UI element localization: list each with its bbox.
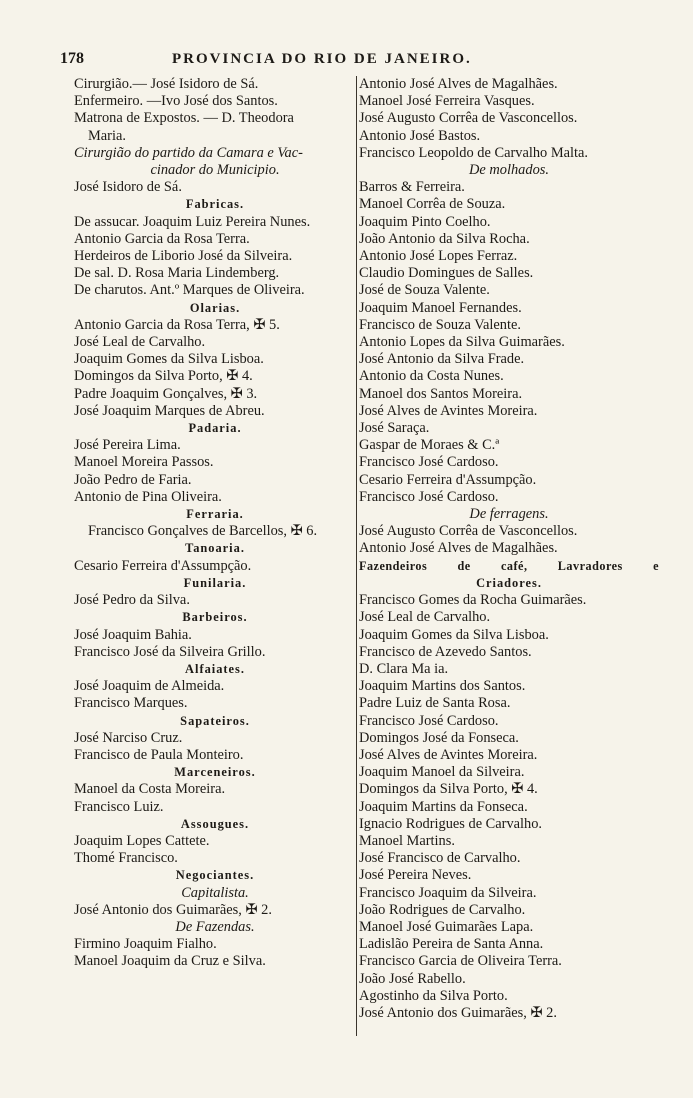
list-entry: Cesario Ferreira d'Assumpção.: [359, 471, 537, 488]
section-heading: De Fazendas.: [175, 918, 255, 935]
section-heading: Padaria.: [188, 421, 242, 436]
section-heading: Fazendeiros de café, Lavradores e: [359, 558, 659, 573]
list-entry: Joaquim Lopes Cattete.: [74, 832, 210, 849]
section-heading: Negociantes.: [175, 868, 255, 883]
list-entry: Francisco de Azevedo Santos.: [359, 643, 532, 660]
list-entry: Francisco José Cardoso.: [359, 454, 499, 471]
section-heading: Ferraria.: [186, 507, 244, 522]
list-entry: Antonio José Lopes Ferraz.: [359, 248, 518, 265]
list-entry: Joaquim Gomes da Silva Lisboa.: [74, 351, 264, 368]
list-entry: Francisco José Cardoso.: [359, 488, 499, 505]
section-heading: Sapateiros.: [180, 713, 250, 728]
list-entry: José Antonio dos Guimarães, ✠ 2.: [359, 1004, 557, 1021]
list-entry: João Antonio da Silva Rocha.: [359, 230, 530, 247]
list-entry: Joaquim Gomes da Silva Lisboa.: [359, 626, 549, 643]
list-entry: Antonio Garcia da Rosa Terra.: [74, 230, 250, 247]
page-header: [60, 50, 660, 72]
list-entry: José Saraça.: [359, 420, 430, 437]
list-entry: Joaquim Pinto Coelho.: [359, 213, 491, 230]
list-entry: Antonio Garcia da Rosa Terra, ✠ 5.: [74, 316, 280, 333]
running-title: PROVINCIA DO RIO DE JANEIRO.: [172, 51, 472, 67]
list-entry: Francisco José da Silveira Grillo.: [74, 643, 266, 660]
list-entry: Francisco de Paula Monteiro.: [74, 746, 244, 763]
list-entry: José Narciso Cruz.: [74, 729, 183, 746]
list-entry: José Pedro da Silva.: [74, 592, 190, 609]
list-entry: Ignacio Rodrigues de Carvalho.: [359, 815, 543, 832]
list-entry: Cirurgião do partido da Camara e Vac-: [74, 144, 303, 161]
list-entry: Domingos da Silva Porto, ✠ 4.: [74, 368, 253, 385]
list-entry: Antonio José Alves de Magalhães.: [359, 540, 558, 557]
list-entry: José Alves de Avintes Moreira.: [359, 746, 538, 763]
list-entry: Firmino Joaquim Fialho.: [74, 936, 217, 953]
list-entry: Joaquim Manoel da Silveira.: [359, 764, 525, 781]
list-entry: D. Clara Ma ia.: [359, 660, 449, 677]
section-heading: Capitalista.: [181, 884, 249, 901]
list-entry: José Francisco de Carvalho.: [359, 850, 521, 867]
section-heading: Olarias.: [189, 300, 241, 315]
list-entry: Thomé Francisco.: [74, 850, 178, 867]
list-entry: Antonio Lopes da Silva Guimarães.: [359, 334, 565, 351]
list-entry: Cesario Ferreira d'Assumpção.: [74, 557, 252, 574]
list-entry: Francisco Joaquim da Silveira.: [359, 884, 537, 901]
list-entry: De charutos. Ant.º Marques de Oliveira.: [74, 282, 305, 299]
list-entry: Antonio de Pina Oliveira.: [74, 488, 222, 505]
list-entry: Manoel Moreira Passos.: [74, 454, 214, 471]
section-heading: De molhados.: [469, 162, 549, 179]
section-heading: Tanoaria.: [185, 541, 245, 556]
list-entry: Manoel Joaquim da Cruz e Silva.: [74, 953, 266, 970]
section-heading: De ferragens.: [469, 506, 549, 523]
list-entry: Gaspar de Moraes & C.ª: [359, 437, 500, 454]
list-entry: José Pereira Lima.: [74, 437, 181, 454]
list-entry: Francisco de Souza Valente.: [359, 316, 521, 333]
list-entry: José Joaquim de Almeida.: [74, 678, 225, 695]
list-entry: Cirurgião.— José Isidoro de Sá.: [74, 76, 259, 92]
list-entry: Agostinho da Silva Porto.: [359, 987, 508, 1004]
section-heading: Funilaria.: [183, 575, 247, 590]
list-entry: Manoel José Ferreira Vasques.: [359, 93, 535, 110]
section-heading: Alfaiates.: [185, 661, 245, 676]
list-entry: José Augusto Corrêa de Vasconcellos.: [359, 523, 578, 540]
page-number: 178: [60, 50, 84, 67]
list-entry: Francisco Leopoldo de Carvalho Malta.: [359, 144, 588, 161]
list-entry: Padre Joaquim Gonçalves, ✠ 3.: [74, 385, 258, 402]
section-heading: Assougues.: [180, 816, 250, 831]
column-divider: [356, 76, 357, 1036]
list-entry: João Pedro de Faria.: [74, 471, 192, 488]
list-entry: José Joaquim Marques de Abreu.: [74, 402, 265, 419]
list-entry: Domingos José da Fonseca.: [359, 729, 519, 746]
list-entry: José de Souza Valente.: [359, 282, 490, 299]
list-entry: Manoel José Guimarães Lapa.: [359, 918, 534, 935]
list-entry: Antonio José Alves de Magalhães.: [359, 76, 558, 92]
list-entry: José Alves de Avintes Moreira.: [359, 402, 538, 419]
list-entry: José Leal de Carvalho.: [74, 334, 206, 351]
list-entry: Enfermeiro. —Ivo José dos Santos.: [74, 93, 278, 110]
list-entry: De sal. D. Rosa Maria Lindemberg.: [74, 265, 280, 282]
section-heading: Marceneiros.: [174, 765, 256, 780]
section-heading: Barbeiros.: [182, 610, 248, 625]
list-entry: Joaquim Martins da Fonseca.: [359, 798, 528, 815]
list-entry: Claudio Domingues de Salles.: [359, 265, 534, 282]
list-entry: Manoel Martins.: [359, 832, 455, 849]
section-heading: Criadores.: [476, 575, 542, 590]
right-column: [359, 76, 659, 1022]
left-column: [74, 76, 356, 971]
list-entry: José Leal de Carvalho.: [359, 609, 491, 626]
list-entry: Francisco José Cardoso.: [359, 712, 499, 729]
list-entry: Ladislão Pereira de Santa Anna.: [359, 936, 544, 953]
list-entry: José Isidoro de Sá.: [74, 179, 182, 196]
list-entry: José Antonio dos Guimarães, ✠ 2.: [74, 901, 272, 918]
list-entry: José Pereira Neves.: [359, 867, 472, 884]
list-entry: José Augusto Corrêa de Vasconcellos.: [359, 110, 578, 127]
list-entry: Barros & Ferreira.: [359, 179, 465, 196]
list-entry: Padre Luiz de Santa Rosa.: [359, 695, 511, 712]
list-entry: João Rodrigues de Carvalho.: [359, 901, 526, 918]
list-entry: Antonio José Bastos.: [359, 127, 481, 144]
list-entry: Domingos da Silva Porto, ✠ 4.: [359, 781, 538, 798]
list-entry: Manoel da Costa Moreira.: [74, 781, 226, 798]
list-entry: Maria.: [88, 127, 126, 144]
section-heading: cinador do Municipio.: [150, 162, 280, 179]
list-entry: Francisco Gonçalves de Barcellos, ✠ 6.: [88, 523, 318, 540]
list-entry: José Antonio da Silva Frade.: [359, 351, 525, 368]
list-entry: Francisco Gomes da Rocha Guimarães.: [359, 592, 587, 609]
list-entry: De assucar. Joaquim Luiz Pereira Nunes.: [74, 213, 311, 230]
list-entry: Manoel dos Santos Moreira.: [359, 385, 523, 402]
list-entry: Antonio da Costa Nunes.: [359, 368, 504, 385]
list-entry: Francisco Marques.: [74, 695, 188, 712]
list-entry: Herdeiros de Liborio José da Silveira.: [74, 248, 293, 265]
list-entry: Francisco Garcia de Oliveira Terra.: [359, 953, 562, 970]
list-entry: Joaquim Martins dos Santos.: [359, 678, 526, 695]
list-entry: Joaquim Manoel Fernandes.: [359, 299, 522, 316]
section-heading: Fabricas.: [185, 197, 245, 212]
list-entry: José Joaquim Bahia.: [74, 626, 192, 643]
list-entry: Manoel Corrêa de Souza.: [359, 196, 506, 213]
list-entry: Francisco Luiz.: [74, 798, 164, 815]
list-entry: Matrona de Expostos. — D. Theodora: [74, 110, 294, 127]
list-entry: João José Rabello.: [359, 970, 466, 987]
